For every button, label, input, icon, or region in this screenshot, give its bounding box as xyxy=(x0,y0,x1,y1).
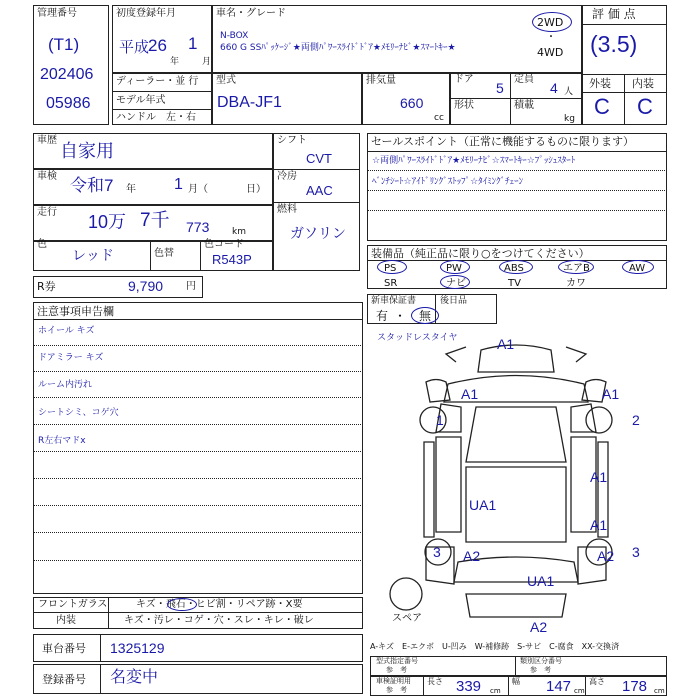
mark-wheel-rf: 2 xyxy=(632,412,640,428)
gaisou-label: 外装 xyxy=(589,77,611,90)
drive-4wd: 4WD xyxy=(537,46,564,59)
equip-pw: PW xyxy=(446,263,462,274)
spare-label: スペア xyxy=(392,613,422,624)
note-item: ルーム内汚れ xyxy=(38,380,93,390)
equip-abs: ABS xyxy=(504,263,524,274)
go-label: 後日品 xyxy=(440,296,468,306)
reg-month-unit: 月 xyxy=(202,57,212,67)
nenryo-label: 燃料 xyxy=(277,204,297,215)
haiki-unit: cc xyxy=(434,113,444,123)
teiin-label: 定員 xyxy=(514,74,534,85)
ref2: 参 考 xyxy=(530,666,551,674)
notes-title: 注意事項申告欄 xyxy=(37,305,114,318)
reikyaku-value: AAC xyxy=(306,183,333,198)
length-label: 長さ xyxy=(427,677,443,686)
note-item: シートシミ、コゲ穴 xyxy=(38,408,119,418)
mark-right-front: A1 xyxy=(602,386,620,402)
interior-value: キズ・汚レ・コゲ・穴・スレ・キレ・破レ xyxy=(124,615,314,626)
rken-box xyxy=(33,276,203,298)
kanri-t: (T1) xyxy=(48,35,80,54)
warranty-no: 無 xyxy=(419,309,432,323)
equip-sr: SR xyxy=(384,278,398,289)
mark-rear-left: A2 xyxy=(463,548,481,564)
shift-label: シフト xyxy=(277,135,307,146)
car-name: N-BOX xyxy=(220,31,249,41)
car-diagram xyxy=(366,332,668,635)
shaken-era: 令和7 xyxy=(70,176,114,195)
sales-line2: ﾍﾞﾝﾁｼｰﾄ☆ｱｲﾄﾞﾘﾝｸﾞｽﾄｯﾌﾟ☆ﾀｲﾐﾝｸﾞﾁｪｰﾝ xyxy=(372,177,524,187)
mark-right2: A1 xyxy=(590,517,608,533)
shaken-year-unit: 年 xyxy=(126,184,136,195)
height-unit: cm xyxy=(654,687,665,695)
ref1: 参 考 xyxy=(386,666,407,674)
katashiki-value: DBA-JF1 xyxy=(217,94,282,111)
teiin-value: 4 xyxy=(550,80,558,96)
sales-box xyxy=(367,133,667,241)
equip-tv: TV xyxy=(508,278,521,289)
chassis-value: 1325129 xyxy=(110,640,165,656)
kanri-num1: 202406 xyxy=(40,66,94,83)
irogae-label: 色替 xyxy=(154,248,174,259)
mark-right1: A1 xyxy=(590,469,608,485)
mark-top: A1 xyxy=(497,336,515,352)
haiki-value: 660 xyxy=(400,95,424,111)
gaisou-value: C xyxy=(594,94,610,119)
front-glass-label: フロントガラス xyxy=(38,599,108,610)
shareki-value: 自家用 xyxy=(60,141,114,161)
mark-wheel-rr: 3 xyxy=(632,544,640,560)
drive-2wd-circle xyxy=(532,12,572,32)
equip-navi: ナビ xyxy=(446,278,466,289)
mark-bottom: A2 xyxy=(530,619,548,635)
length-unit: cm xyxy=(490,687,501,695)
note-item: R左右マドx xyxy=(38,436,86,446)
reg-year: 26 xyxy=(148,36,167,55)
studless-label: スタッドレスタイヤ xyxy=(377,333,458,343)
teiin-unit: 人 xyxy=(564,87,574,97)
note-item: ホイール キズ xyxy=(38,326,95,336)
reg-value: 名変中 xyxy=(110,669,159,686)
height-value: 178 xyxy=(622,678,648,695)
shaken-box xyxy=(33,169,273,205)
front-glass-value: キズ・飛石・ヒビ割・リペア跡・X要 xyxy=(136,599,303,610)
width-unit: cm xyxy=(574,687,585,695)
soukou-sen: 7千 xyxy=(140,210,170,231)
shaken-day-unit: 日） xyxy=(246,184,266,195)
equip-ps: PS xyxy=(384,263,397,274)
naisou-label: 内装 xyxy=(632,77,654,90)
sales-line1: ☆両側ﾊﾟﾜｰｽﾗｲﾄﾞﾄﾞｱ★ﾒﾓﾘｰﾅﾋﾞ☆ｽﾏｰﾄｷｰ☆ﾌﾟｯｼｭｽﾀｰﾄ xyxy=(372,156,576,166)
cert-label: 車検証明用 xyxy=(376,677,411,685)
drive-dot: ・ xyxy=(546,32,556,43)
equip-leather: カワ xyxy=(566,278,586,289)
shift-value: CVT xyxy=(306,151,332,166)
mark-rear-center: UA1 xyxy=(527,573,555,589)
interior-label: 内装 xyxy=(56,615,76,626)
rken-label: R券 xyxy=(37,280,56,293)
height-label: 高さ xyxy=(589,677,605,686)
type-spec-label: 型式指定番号 xyxy=(376,657,418,665)
mark-wheel-lr: 3 xyxy=(433,544,441,560)
grade: 660 G SSﾊﾟｯｹｰｼﾞ★両側ﾊﾟﾜｰｽﾗｲﾄﾞﾄﾞｱ★ﾒﾓﾘｰﾅﾋﾞ★ｽﾏｰﾄｷｰ★ xyxy=(220,43,456,53)
rken-unit: 円 xyxy=(186,281,196,292)
mark-center: UA1 xyxy=(469,497,497,513)
katashiki-label: 型式 xyxy=(216,75,236,86)
width-label: 幅 xyxy=(512,677,520,686)
warranty-label: 新車保証書 xyxy=(371,296,417,306)
equip-aw: AW xyxy=(629,263,646,274)
nenryo-value: ガソリン xyxy=(290,225,346,241)
length-value: 339 xyxy=(456,678,482,695)
cert-ref: 参 考 xyxy=(386,686,407,694)
shareki-label: 車歴 xyxy=(37,135,57,146)
keijo-label: 形状 xyxy=(454,100,474,111)
kanri-num2: 05986 xyxy=(46,95,91,112)
equip-airbag: エアB xyxy=(563,263,590,274)
width-value: 147 xyxy=(546,678,572,695)
handle-label: ハンドル 左・右 xyxy=(116,112,196,123)
model-year-label: モデル年式 xyxy=(116,95,166,106)
reg-month: 1 xyxy=(188,34,198,53)
mark-rear-right: A2 xyxy=(597,548,615,564)
mark-left-front: A1 xyxy=(461,386,479,402)
chassis-label: 車台番号 xyxy=(42,642,86,655)
reg-label: 登録番号 xyxy=(42,673,86,686)
warranty-yes: 有 xyxy=(376,309,389,323)
kanri-label: 管理番号 xyxy=(37,8,77,19)
hyouka-label: 評 価 点 xyxy=(592,7,636,21)
sekisai-unit: kg xyxy=(564,114,575,124)
sales-title: セールスポイント（正常に機能するものに限ります） xyxy=(371,135,635,148)
color-code-value: R543P xyxy=(212,252,252,267)
note-item: ドアミラー キズ xyxy=(38,353,104,363)
equipment-title: 装備品（純正品に限り○をつけてください） xyxy=(371,247,590,260)
iro-label: 色 xyxy=(37,239,47,250)
warranty-sep: ・ xyxy=(394,309,407,323)
naisou-value: C xyxy=(637,94,653,119)
soukou-man: 10万 xyxy=(88,212,127,232)
sekisai-label: 積載 xyxy=(514,100,534,111)
iro-value: レッド xyxy=(72,247,114,263)
reikyaku-label: 冷房 xyxy=(277,171,297,182)
drive-2wd: 2WD xyxy=(537,16,564,29)
color-code-label: 色コード xyxy=(204,239,244,250)
name-label: 車名・グレード xyxy=(216,8,286,19)
soukou-unit: km xyxy=(232,227,246,237)
rken-value: 9,790 xyxy=(128,278,164,294)
soukou-rest: 773 xyxy=(186,219,210,235)
dealer-label: ディーラー・並 行 xyxy=(116,76,199,87)
haiki-label: 排気量 xyxy=(366,75,396,86)
first-reg-label: 初度登録年月 xyxy=(116,8,176,19)
legend: A-キズ E-エクボ U-凹み W-補修跡 S-サビ C-腐食 XX-交換済 xyxy=(370,642,620,651)
shaken-month-unit: 月（ xyxy=(188,184,208,195)
door-label: ドア xyxy=(454,74,474,85)
shaken-label: 車検 xyxy=(37,171,57,182)
shaken-month: 1 xyxy=(174,176,183,193)
mark-wheel-lf: 1 xyxy=(436,412,444,428)
reg-year-unit: 年 xyxy=(170,57,180,67)
door-value: 5 xyxy=(496,80,504,96)
type-class-label: 類別区分番号 xyxy=(520,657,562,665)
soukou-label: 走行 xyxy=(37,207,57,218)
reg-era: 平成 xyxy=(119,39,150,56)
hyouka-value: (3.5) xyxy=(590,31,638,57)
